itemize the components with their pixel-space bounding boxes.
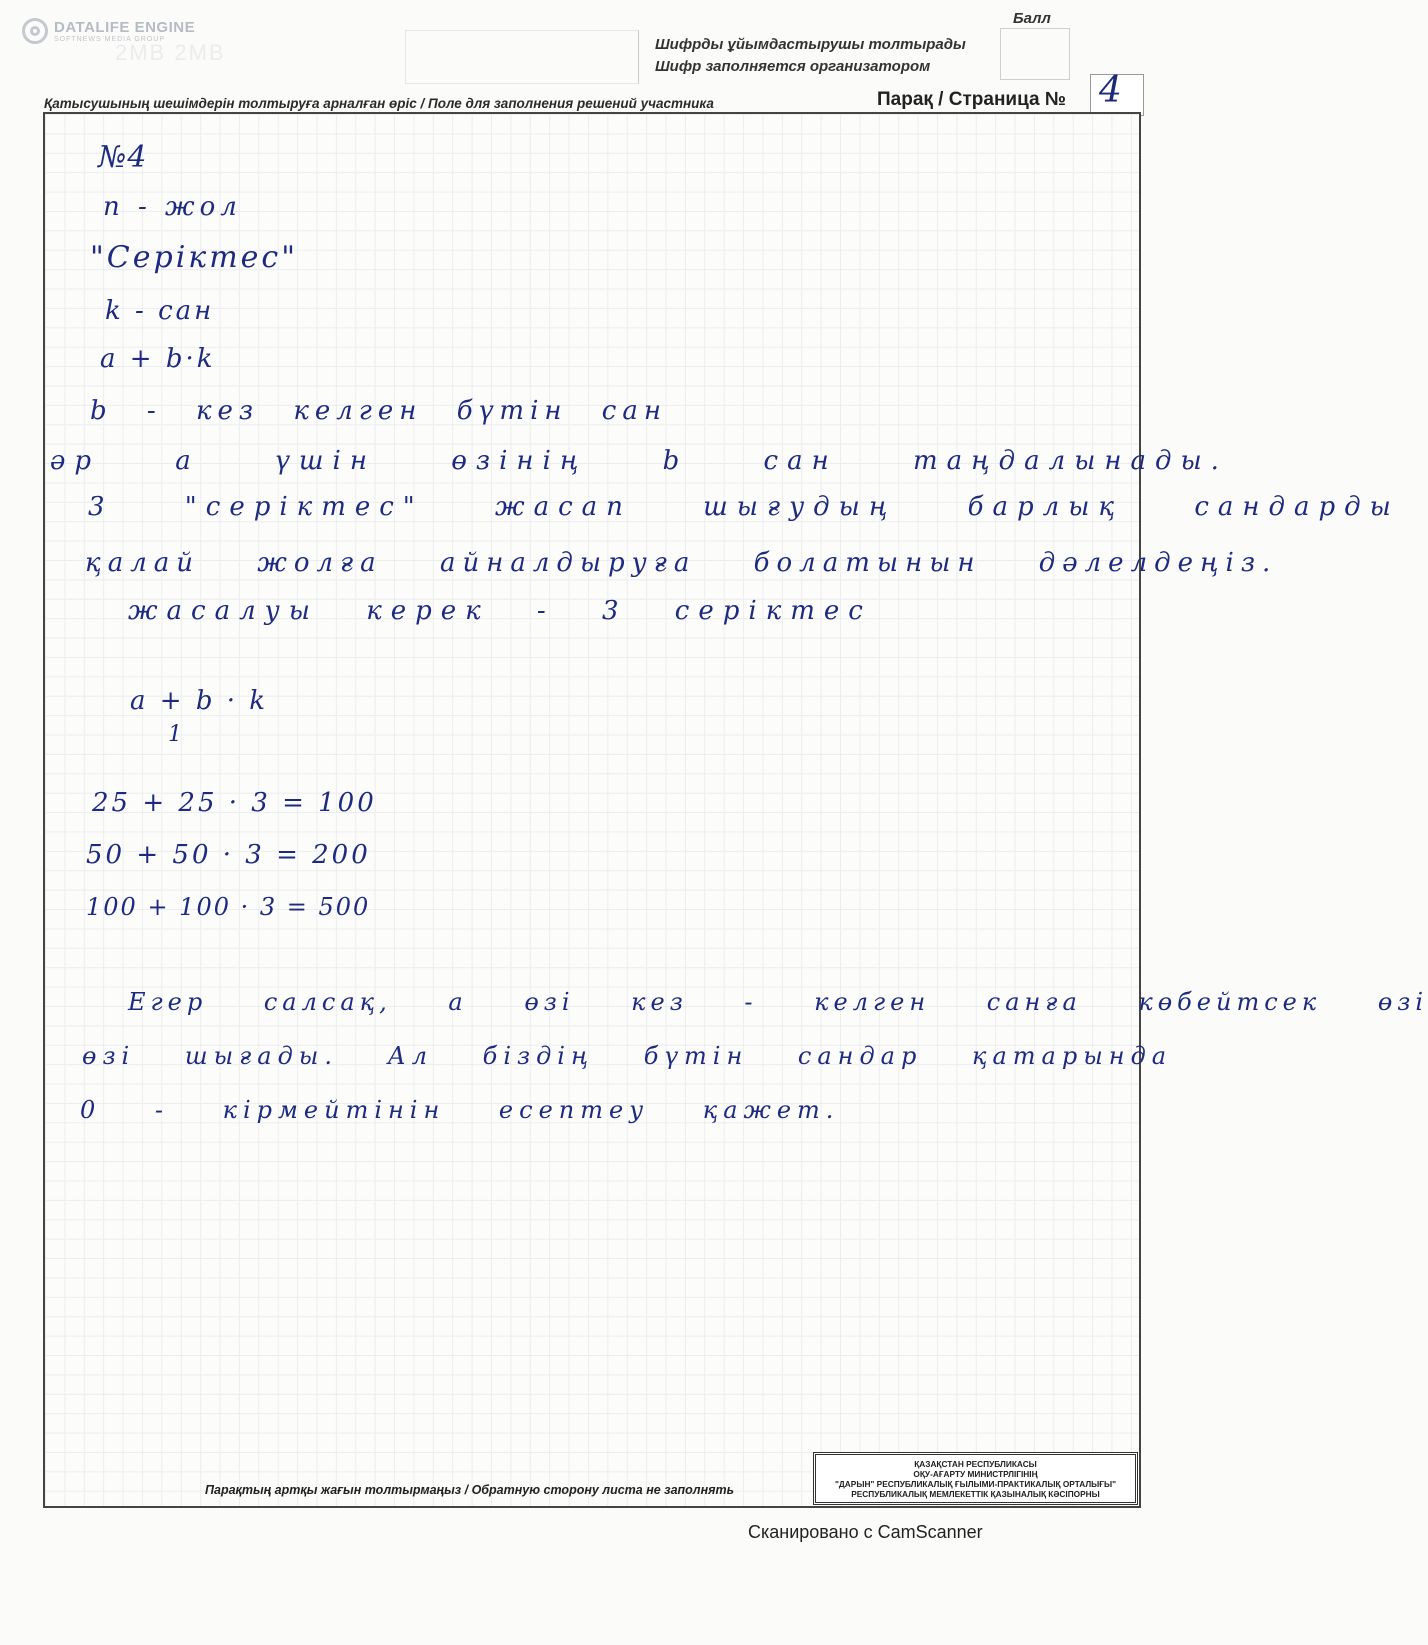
handwritten-line: өзі шығады. Ал біздің бүтін сандар қатарында bbox=[82, 1042, 1173, 1070]
handwritten-line: 1 bbox=[168, 722, 183, 747]
score-field[interactable] bbox=[1000, 28, 1070, 80]
handwritten-equation: 50 + 50 · 3 = 200 bbox=[86, 840, 371, 870]
handwritten-line: k - сан bbox=[105, 296, 215, 326]
handwritten-line: n - жол bbox=[103, 192, 242, 222]
cipher-line-kz: Шифрды ұйымдастырушы толтырады bbox=[655, 36, 966, 53]
watermark-brand: DATALIFE ENGINE bbox=[54, 19, 196, 36]
scanner-watermark: Сканировано с CamScanner bbox=[748, 1522, 983, 1542]
handwritten-line: b - кез келген бүтін сан bbox=[90, 396, 667, 426]
answer-field-caption: Қатысушының шешімдерін толтыруға арналған өріс / Поле для заполнения решений участника bbox=[44, 96, 714, 111]
handwritten-equation: 100 + 100 · 3 = 500 bbox=[86, 893, 371, 921]
handwritten-line: "Серіктес" bbox=[90, 240, 299, 275]
stamp-line: ҚАЗАҚСТАН РЕСПУБЛИКАСЫ bbox=[914, 1458, 1037, 1469]
page-number-value: 4 bbox=[1099, 70, 1122, 111]
handwritten-line: a + b · k bbox=[130, 686, 269, 716]
handwritten-line: a + b·k bbox=[100, 344, 216, 374]
score-label: Балл bbox=[1013, 10, 1051, 27]
handwritten-line: 3 "серіктес" жасап шығудың барлық сандарды bbox=[88, 492, 1400, 522]
datalife-logo-icon bbox=[22, 18, 48, 44]
cipher-instructions bbox=[655, 34, 966, 78]
organization-stamp bbox=[813, 1452, 1138, 1505]
handwritten-line: әр a үшін өзінің b сан таңдалынады. bbox=[50, 446, 1228, 476]
cipher-line-ru: Шифр заполняется организатором bbox=[655, 58, 931, 75]
cipher-field[interactable] bbox=[405, 30, 639, 84]
watermark-subtitle: SOFTNEWS MEDIA GROUP bbox=[54, 36, 166, 43]
handwritten-line: қалай жолға айналдыруға болатынын дәлелдеңіз. bbox=[85, 548, 1278, 578]
handwritten-line: Егер салсақ, a өзі кез - келген санға көбейтсек өзі bbox=[128, 988, 1428, 1016]
handwritten-line: 0 - кірмейтінін есептеу қажет. bbox=[80, 1096, 840, 1124]
handwritten-line: №4 bbox=[98, 140, 148, 175]
stamp-line: "ДАРЫН" РЕСПУБЛИКАЛЫҚ ҒЫЛЫМИ-ПРАКТИКАЛЫҚ ОРТАЛЫҒЫ" bbox=[834, 1478, 1117, 1489]
page-number-label: Парақ / Страница № bbox=[877, 89, 1067, 110]
stamp-line: ОҚУ-АҒАРТУ МИНИСТРЛІГІНІҢ bbox=[913, 1468, 1038, 1479]
faint-imprint-text: 2МВ 2МВ bbox=[115, 40, 226, 65]
handwritten-equation: 25 + 25 · 3 = 100 bbox=[92, 788, 377, 818]
footer-note: Парақтың артқы жағын толтырмаңыз / Обратную сторону листа не заполнять bbox=[205, 1483, 735, 1497]
handwritten-line: жасалуы керек - 3 серіктес bbox=[128, 596, 872, 626]
stamp-line: РЕСПУБЛИКАЛЫҚ МЕМЛЕКЕТТІК ҚАЗЫНАЛЫҚ КӘСІПОРНЫ bbox=[851, 1488, 1100, 1499]
